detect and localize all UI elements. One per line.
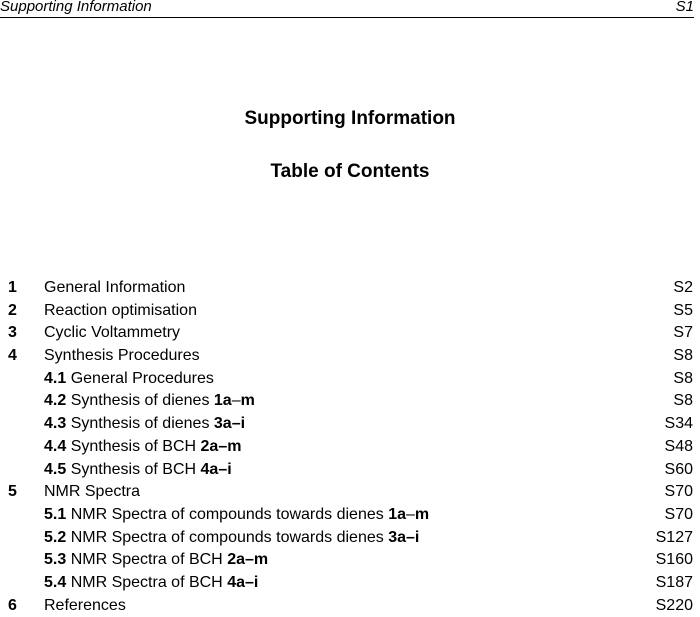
- toc-entry-title: [44, 459, 232, 482]
- compound-range-dash: –: [405, 505, 415, 523]
- toc-entry[interactable]: [8, 572, 693, 595]
- toc-entry-page: S187: [655, 573, 693, 591]
- toc-entry-text: Synthesis Procedures: [44, 347, 200, 365]
- compound-range-dash: –: [231, 392, 241, 410]
- toc-entry-text: NMR Spectra of BCH: [66, 551, 228, 569]
- toc-entry-page: S60: [664, 460, 693, 478]
- toc-subsection-number: 4.2: [44, 392, 67, 410]
- toc-entry[interactable]: [8, 300, 693, 323]
- toc-entry-page: S2: [673, 279, 693, 296]
- toc-entry[interactable]: [8, 549, 693, 572]
- toc-entry[interactable]: [8, 390, 693, 413]
- compound-label: 4a–i: [200, 460, 232, 478]
- compound-label: 1a: [388, 505, 406, 523]
- toc-entry-title: [44, 345, 200, 368]
- toc-entry-page: S220: [655, 596, 693, 614]
- toc-entry-title: [44, 572, 258, 595]
- toc-subsection-number: 5.4: [44, 573, 67, 591]
- compound-label: 1a: [213, 392, 232, 410]
- table-of-contents: [8, 277, 693, 617]
- toc-subsection-number: 5.2: [44, 528, 67, 546]
- compound-label-end: m: [240, 392, 255, 410]
- toc-subsection-number: 4.1: [44, 369, 67, 387]
- toc-entry-title: [44, 595, 126, 617]
- toc-entry-number: 6: [8, 596, 17, 614]
- toc-entry-text: Synthesis of dienes: [66, 415, 214, 433]
- toc-entry-title: [44, 549, 268, 572]
- toc-entry[interactable]: [8, 481, 693, 504]
- toc-entry[interactable]: [8, 413, 693, 436]
- running-header-title: Supporting Information: [0, 0, 152, 15]
- toc-entry-title: [44, 368, 214, 391]
- page-header: [0, 0, 694, 18]
- toc-entry[interactable]: [8, 345, 693, 368]
- toc-entry-title: [44, 277, 185, 300]
- toc-entry-number: 4: [8, 347, 17, 365]
- compound-label: 4a–i: [227, 573, 259, 591]
- toc-entry[interactable]: [8, 436, 693, 459]
- compound-label: 3a–i: [213, 415, 246, 433]
- toc-entry-title: [44, 436, 241, 459]
- toc-entry[interactable]: [8, 595, 693, 617]
- toc-entry[interactable]: [8, 368, 693, 391]
- toc-subsection-number: 5.3: [44, 551, 67, 569]
- toc-entry-text: Synthesis of dienes: [66, 392, 214, 410]
- toc-entry-number: 1: [8, 279, 17, 296]
- toc-entry-title: [44, 481, 140, 504]
- toc-entry-text: General Procedures: [66, 369, 214, 387]
- toc-entry-number: 3: [8, 324, 17, 342]
- toc-entry-title: [44, 413, 245, 436]
- toc-entry-number: 5: [8, 483, 17, 501]
- toc-entry-text: Synthesis of BCH: [66, 437, 201, 455]
- toc-entry[interactable]: [8, 322, 693, 345]
- compound-label: 2a–m: [200, 437, 242, 455]
- toc-subsection-number: 4.4: [44, 437, 67, 455]
- toc-entry-number: 2: [8, 301, 17, 319]
- toc-entry-page: S7: [673, 324, 693, 342]
- toc-entry-title: [44, 390, 255, 413]
- toc-entry-page: S70: [664, 505, 693, 523]
- toc-entry-title: [44, 300, 197, 323]
- toc-subsection-number: 5.1: [44, 505, 67, 523]
- compound-label: 3a–i: [388, 528, 420, 546]
- toc-entry-page: S127: [655, 528, 693, 546]
- toc-subsection-number: 4.5: [44, 460, 67, 478]
- toc-entry-page: S160: [655, 551, 693, 569]
- toc-entry-page: S5: [673, 301, 693, 319]
- toc-heading: Table of Contents: [270, 161, 430, 182]
- compound-label-end: m: [414, 505, 430, 523]
- toc-entry-text: NMR Spectra of BCH: [66, 573, 228, 591]
- toc-entry-page: S34: [664, 415, 693, 433]
- toc-entry-text: General Information: [44, 279, 186, 296]
- toc-entry-page: S8: [673, 369, 693, 387]
- toc-entry-page: S70: [664, 483, 693, 501]
- toc-entry-title: [44, 504, 429, 527]
- toc-entry-page: S8: [673, 347, 693, 365]
- toc-entry-title: [44, 322, 180, 345]
- toc-entry[interactable]: [8, 459, 693, 482]
- toc-entry-page: S8: [673, 392, 693, 410]
- toc-entry-title: [44, 527, 419, 550]
- toc-entry[interactable]: [8, 504, 693, 527]
- toc-entry[interactable]: [8, 527, 693, 550]
- toc-entry-text: Reaction optimisation: [44, 301, 197, 319]
- toc-entry-text: Cyclic Voltammetry: [44, 324, 181, 342]
- toc-entry-text: Synthesis of BCH: [66, 460, 201, 478]
- document-title: Supporting Information: [244, 108, 456, 129]
- compound-label: 2a–m: [227, 551, 269, 569]
- toc-entry-text: NMR Spectra of compounds towards dienes: [66, 505, 389, 523]
- page-number: S1: [675, 0, 694, 15]
- toc-entry-text: NMR Spectra: [44, 483, 141, 501]
- toc-subsection-number: 4.3: [44, 415, 67, 433]
- toc-entry-text: References: [44, 596, 126, 614]
- toc-entry[interactable]: [8, 277, 693, 300]
- toc-entry-page: S48: [664, 437, 693, 455]
- toc-entry-text: NMR Spectra of compounds towards dienes: [66, 528, 389, 546]
